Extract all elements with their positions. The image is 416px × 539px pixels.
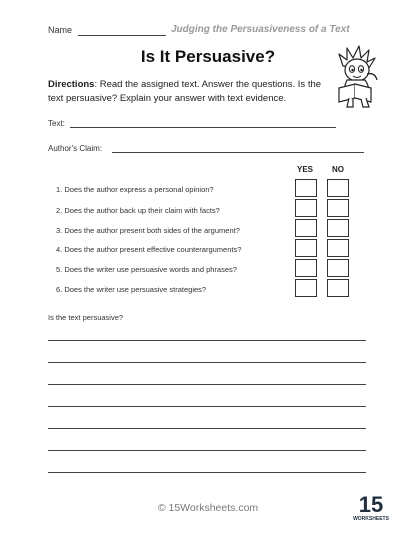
no-checkbox-4[interactable] xyxy=(327,239,349,257)
logo-number: 15 xyxy=(358,492,384,517)
persuasive-question: Is the text persuasive? xyxy=(48,313,124,322)
answer-line-5[interactable] xyxy=(48,428,366,429)
no-checkbox-1[interactable] xyxy=(327,179,349,197)
15worksheets-logo-icon xyxy=(355,490,387,522)
yes-checkbox-4[interactable] xyxy=(295,239,317,257)
answer-line-4[interactable] xyxy=(48,406,366,407)
header xyxy=(48,24,388,40)
directions-label: Directions xyxy=(48,79,95,90)
yes-checkbox-3[interactable] xyxy=(295,219,317,237)
no-column-heading: NO xyxy=(332,165,344,174)
no-checkbox-2[interactable] xyxy=(327,199,349,217)
yes-checkbox-1[interactable] xyxy=(295,179,317,197)
name-line[interactable] xyxy=(78,35,166,36)
text-label: Text: xyxy=(48,119,65,128)
question-5: 5. Does the writer use persuasive words and phrases? xyxy=(56,265,237,274)
answer-line-1[interactable] xyxy=(48,340,366,341)
authors-claim-label: Author's Claim: xyxy=(48,144,102,153)
no-checkbox-6[interactable] xyxy=(327,279,349,297)
no-checkbox-5[interactable] xyxy=(327,259,349,277)
yes-checkbox-6[interactable] xyxy=(295,279,317,297)
question-1: 1. Does the author express a personal opinion? xyxy=(56,185,214,194)
name-label: Name xyxy=(48,25,73,35)
yes-checkbox-5[interactable] xyxy=(295,259,317,277)
yes-checkbox-2[interactable] xyxy=(295,199,317,217)
question-4: 4. Does the author present effective counterarguments? xyxy=(56,245,242,254)
page-title: Is It Persuasive? xyxy=(140,47,276,66)
directions-text: : Read the assigned text. Answer the questions. Is the text persuasive? Explain your answer with text evidence. xyxy=(48,79,322,104)
answer-line-3[interactable] xyxy=(48,384,366,385)
question-3: 3. Does the author present both sides of the argument? xyxy=(56,226,240,235)
yes-column-heading: YES xyxy=(297,165,314,174)
question-2: 2. Does the author back up their claim with facts? xyxy=(56,206,220,215)
worksheet-subject: Judging the Persuasiveness of a Text xyxy=(171,24,350,35)
logo-word: WORKSHEETS xyxy=(353,516,389,522)
directions xyxy=(48,78,338,106)
copyright-footer: © 15Worksheets.com xyxy=(157,502,259,514)
answer-line-2[interactable] xyxy=(48,362,366,363)
answer-line-6[interactable] xyxy=(48,450,366,451)
answer-line-7[interactable] xyxy=(48,472,366,473)
student-reading-icon xyxy=(333,44,381,110)
text-answer-line[interactable] xyxy=(70,127,336,128)
authors-claim-line[interactable] xyxy=(112,152,364,153)
no-checkbox-3[interactable] xyxy=(327,219,349,237)
question-6: 6. Does the writer use persuasive strategies? xyxy=(56,285,207,294)
